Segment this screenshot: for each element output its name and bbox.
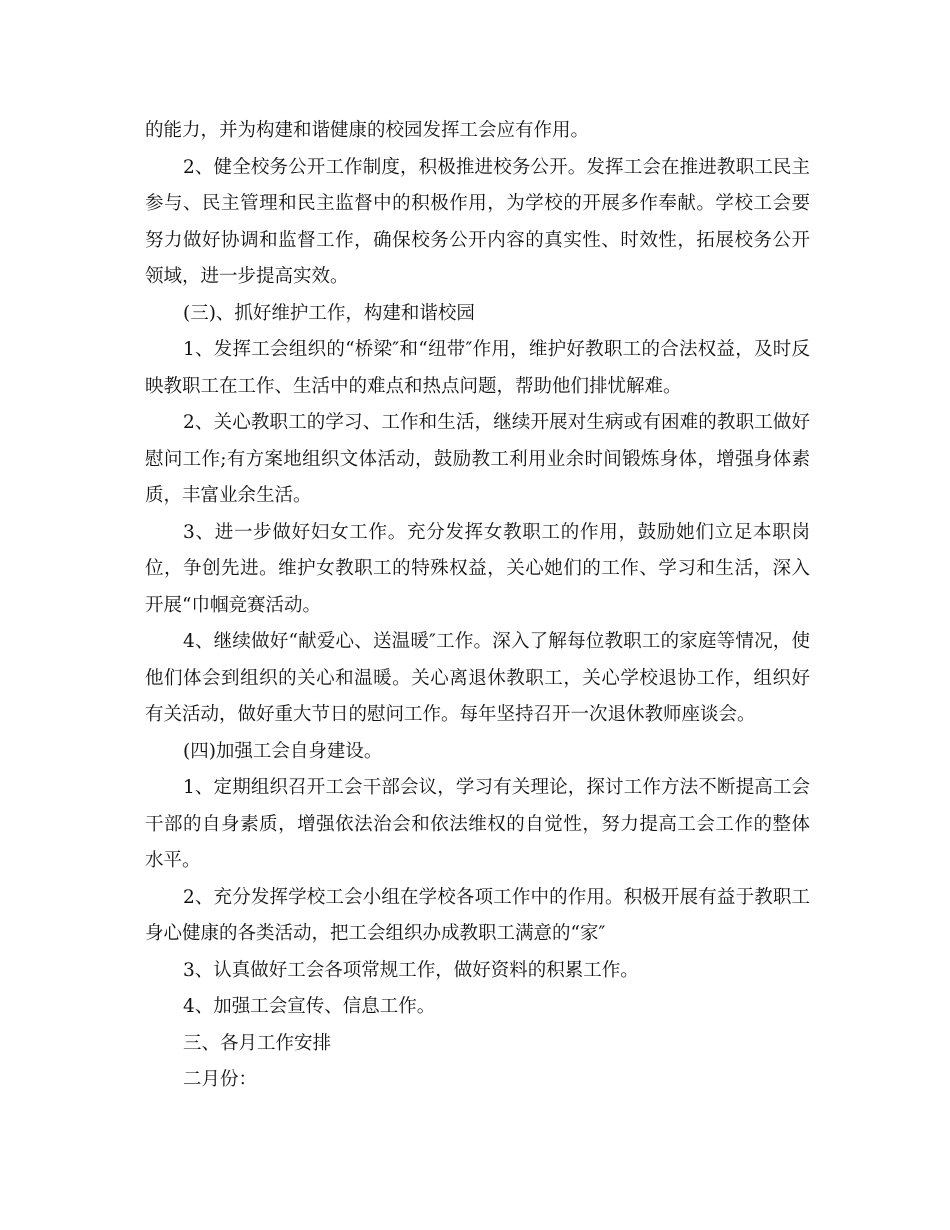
paragraph-5: 2、关心教职工的学习、工作和生活，继续开展对生病或有困难的教职工做好慰问工作;有方案地组织文体活动，鼓励教工利用业余时间锻炼身体，增强身体素质，丰富业余生活。 — [145, 412, 810, 506]
paragraph-11: 3、认真做好工会各项常规工作，做好资料的积累工作。 — [183, 959, 639, 981]
section-heading-3: (三)、抓好维护工作，构建和谐校园 — [183, 302, 475, 324]
paragraph-9: 1、定期组织召开工会干部会议，学习有关理论，探讨工作方法不断提高工会干部的自身素质，增强依法治会和依法维权的自觉性，努力提高工会工作的整体水平。 — [145, 777, 810, 871]
paragraph-2: 2、健全校务公开工作制度，积极推进校务公开。发挥工会在推进教职工民主参与、民主管理和民主监督中的积极作用，为学校的开展多作奉献。学校工会要努力做好协调和监督工作，确保校务公开内容的真实性、时效性，拓展校务公开领域，进一步提高实效。 — [145, 156, 810, 287]
month-heading-february: 二月份： — [183, 1069, 258, 1090]
section-heading-4: (四)加强工会自身建设。 — [183, 740, 383, 762]
paragraph-10: 2、充分发挥学校工会小组在学校各项工作中的作用。积极开展有益于教职工身心健康的各类活动，把工会组织办成教职工满意的“家″ — [145, 886, 810, 944]
paragraph-4: 1、发挥工会组织的“桥梁″和“纽带″作用，维护好教职工的合法权益，及时反映教职工在工作、生活中的难点和热点问题，帮助他们排忧解难。 — [145, 339, 810, 397]
paragraph-7: 4、继续做好“献爱心、送温暖″工作。深入了解每位教职工的家庭等情况，使他们体会到组织的关心和温暖。关心离退休教职工，关心学校退协工作，组织好有关活动，做好重大节日的慰问工作。每年坚持召开一次退休教师座谈会。 — [145, 631, 810, 725]
section-heading-monthly-plan: 三、各月工作安排 — [183, 1032, 332, 1054]
paragraph-12: 4、加强工会宣传、信息工作。 — [183, 996, 436, 1017]
document-body — [145, 113, 810, 1099]
paragraph-6: 3、进一步做好妇女工作。充分发挥女教职工的作用，鼓励她们立足本职岗位，争创先进。维护女教职工的特殊权益，关心她们的工作、学习和生活，深入开展“巾帼竞赛活动。 — [145, 521, 810, 616]
paragraph-1: 的能力，并为构建和谐健康的校园发挥工会应有作用。 — [145, 120, 590, 141]
